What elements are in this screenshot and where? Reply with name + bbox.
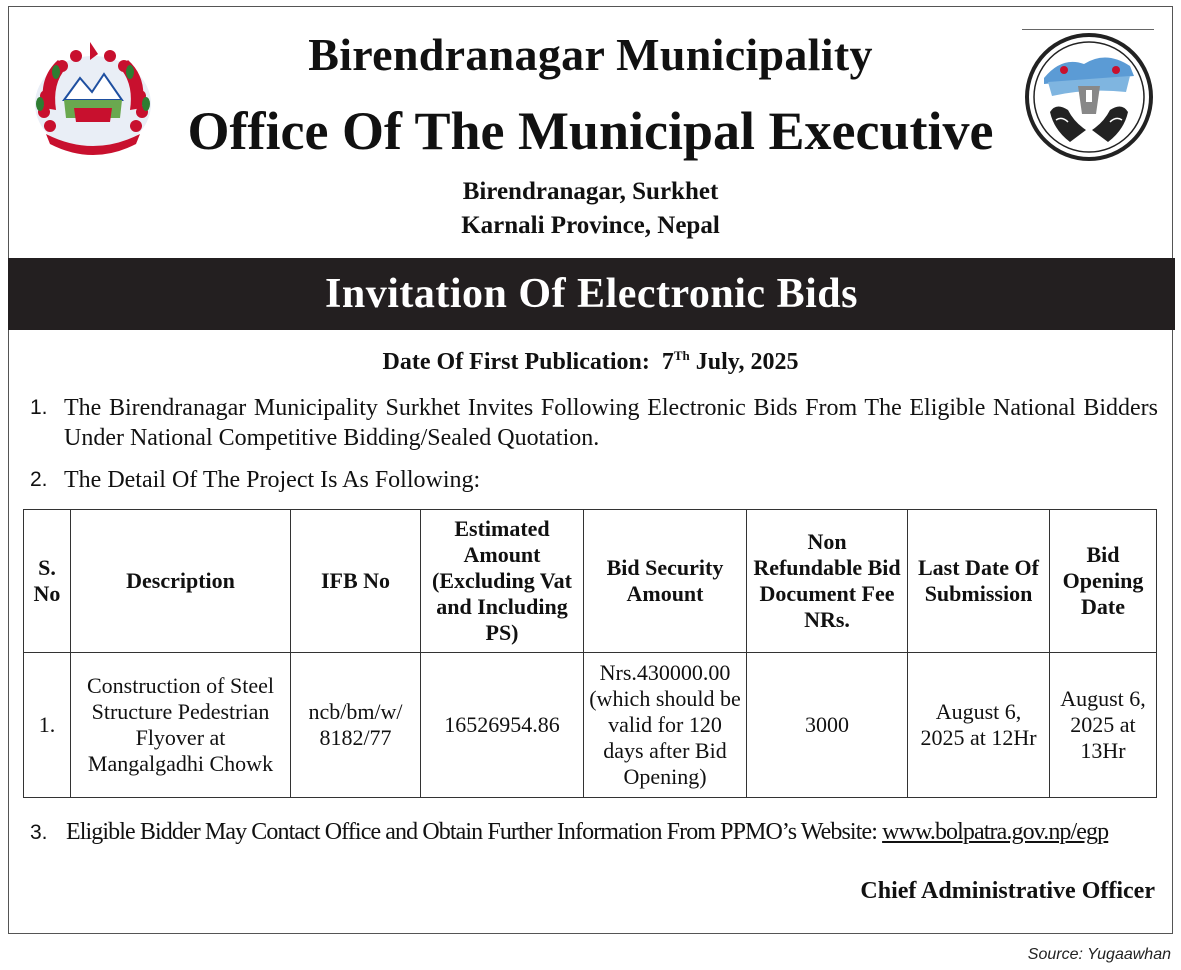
header-opening-date: Bid Opening Date (1050, 510, 1157, 653)
header-last-date: Last Date Of Submission (908, 510, 1050, 653)
publication-date (0, 348, 1181, 376)
table-header-row (24, 510, 1157, 653)
paragraph-1 (30, 393, 1158, 455)
ppmo-website-link[interactable]: www.bolpatra.gov.np/egp (882, 819, 1109, 845)
notice-banner: Invitation Of Electronic Bids (8, 258, 1175, 330)
signature: Chief Administrative Officer (860, 878, 1155, 904)
bid-details-table (23, 509, 1157, 798)
source-credit: Source: Yugaawhan (1027, 946, 1171, 963)
cell-document-fee: 3000 (747, 653, 908, 798)
publication-day: 7Th (661, 348, 690, 375)
cell-description: Construction of Steel Structure Pedestrian Flyover at Mangalgadhi Chowk (71, 653, 291, 798)
municipality-name: Birendranagar Municipality (308, 29, 873, 80)
header-ifb-no: IFB No (291, 510, 421, 653)
table-row (24, 653, 1157, 798)
paragraph-number: 3. (30, 821, 48, 844)
office-name: Office Of The Municipal Executive (187, 101, 994, 161)
header-bid-security: Bid Security Amount (584, 510, 747, 653)
cell-last-date: August 6, 2025 at 12Hr (908, 653, 1050, 798)
contact-text: Eligible Bidder May Contact Office and Obtain Further Information From PPMO’s Website: www.bolpatra.gov.np/egp (66, 819, 1109, 845)
address-line-1: Birendranagar, Surkhet (462, 178, 719, 205)
publication-month-year: July, 2025 (695, 349, 799, 375)
address-line-2: Karnali Province, Nepal (461, 212, 720, 239)
cell-sno: 1. (24, 653, 71, 798)
cell-bid-security: Nrs.430000.00 (which should be valid for 120 days after Bid Opening) (584, 653, 747, 798)
publication-label: Date Of First Publication: (382, 349, 650, 375)
paragraph-2 (30, 465, 1158, 495)
header-description: Description (71, 510, 291, 653)
header-sno: S. No (24, 510, 71, 653)
cell-opening-date: August 6, 2025 at 13Hr (1050, 653, 1157, 798)
header-estimated-amount: Estimated Amount (Excluding Vat and Including PS) (421, 510, 584, 653)
cell-estimated-amount: 16526954.86 (421, 653, 584, 798)
paragraph-text: The Birendranagar Municipality Surkhet Invites Following Electronic Bids From The Eligible National Bidders Under National Competitive Bidding/Sealed Quotation. (64, 395, 1158, 451)
paragraph-text: The Detail Of The Project Is As Following: (64, 467, 481, 493)
cell-ifb-no: ncb/bm/w/ 8182/77 (291, 653, 421, 798)
paragraph-number: 1. (30, 396, 48, 419)
paragraph-number: 2. (30, 468, 48, 491)
header-document-fee: Non Refundable Bid Document Fee NRs. (747, 510, 908, 653)
